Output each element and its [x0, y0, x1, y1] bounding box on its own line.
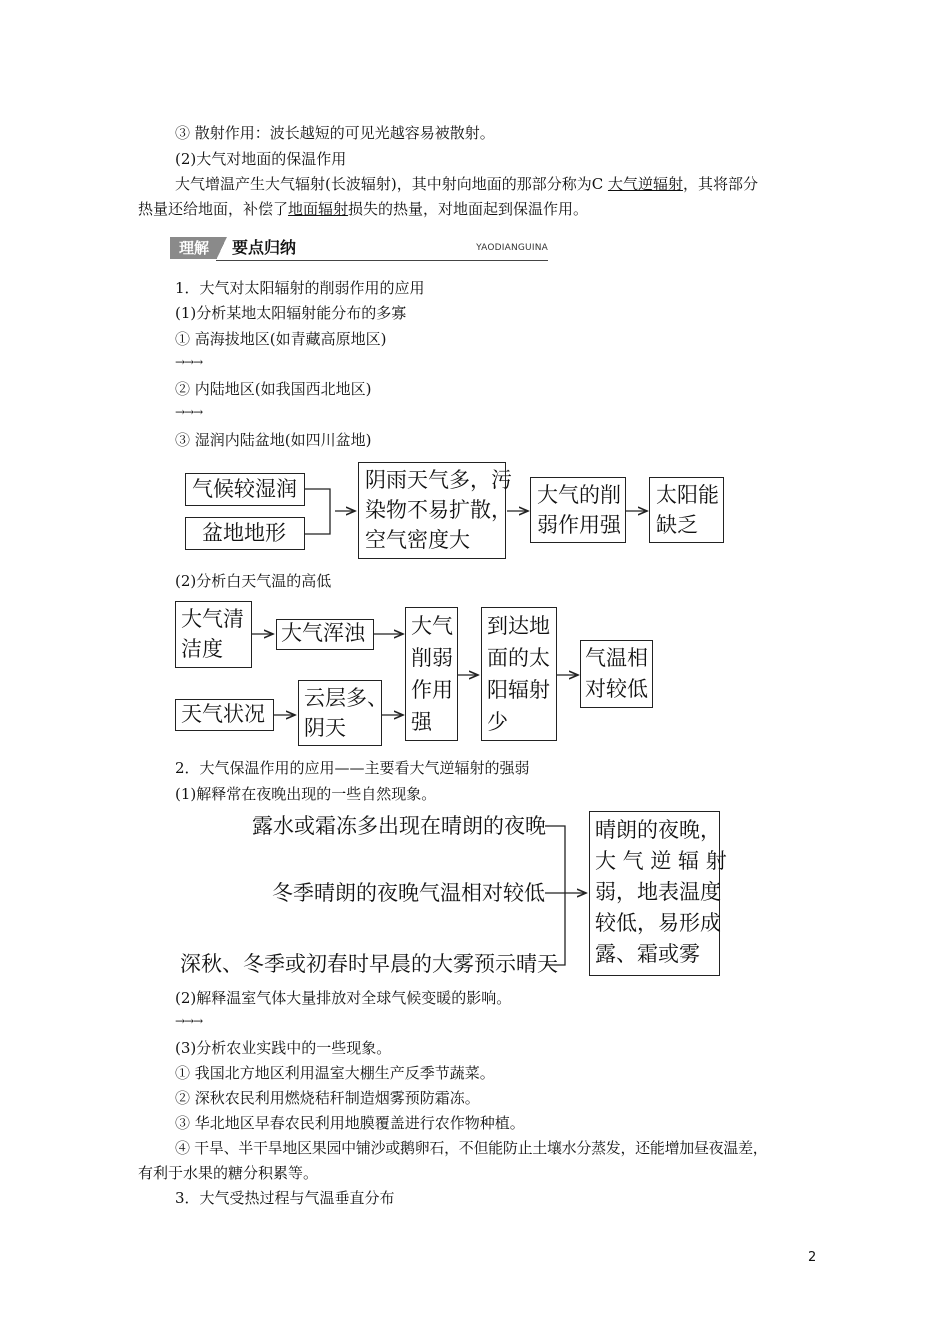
box-explanation: 晴朗的夜晚， 大 气 逆 辐 射 弱，地表温度 较低，易形成 露、霜或雾 [589, 811, 720, 976]
s2-point4-line2: 有利于水果的糖分积累等。 [138, 1164, 319, 1182]
s1-sub1: (1)分析某地太阳辐射能分布的多寡 [175, 304, 407, 322]
insulation-para-line1: 大气增温产生大气辐射(长波辐射)，其中射向地面的那部分称为C 大气逆辐射，其将部分 [175, 175, 758, 193]
s2-arrows: →→→ [175, 1014, 203, 1028]
s2-heading: 2．大气保温作用的应用——主要看大气逆辐射的强弱 [175, 759, 530, 777]
section-pinyin: YAODIANGUINA [476, 243, 548, 253]
s1-arrows-2: →→→ [175, 405, 203, 419]
s1-sub2: (2)分析白天气温的高低 [175, 572, 332, 590]
box-solar-lacking: 太阳能 缺乏 [649, 477, 724, 543]
counter-radiation-term: 大气逆辐射 [607, 175, 683, 193]
s2-point4-line1: ④ 干旱、半干旱地区果园中铺沙或鹅卵石，不但能防止土壤水分蒸发，还能增加昼夜温差， [175, 1139, 768, 1157]
s1-item1: ① 高海拔地区(如青藏高原地区) [175, 330, 387, 348]
s2-point2: ② 深秋农民利用燃烧秸秆制造烟雾预防霜冻。 [175, 1089, 480, 1107]
page-number: 2 [808, 1250, 817, 1265]
box-weakening: 大气 削弱 作用 强 [405, 607, 458, 741]
scatter-text: ③ 散射作用：波长越短的可见光越容易被散射。 [175, 124, 495, 142]
box-terrain: 盆地地形 [185, 517, 305, 550]
section-tag: 理解 [170, 237, 218, 259]
box-air-turbid: 大气浑浊 [276, 619, 374, 650]
box-climate: 气候较湿润 [185, 473, 305, 506]
box-pollution: 阴雨天气多，污 染物不易扩散， 空气密度大 [358, 462, 506, 559]
s2-sub1: (1)解释常在夜晚出现的一些自然现象。 [175, 785, 437, 803]
box-cloudy: 云层多、 阴天 [298, 680, 382, 746]
box-air-clean: 大气清 洁度 [175, 601, 252, 668]
phenomenon-fog: 深秋、冬季或初春时早晨的大雾预示晴天 [180, 952, 558, 976]
s3-heading: 3．大气受热过程与气温垂直分布 [175, 1189, 395, 1207]
s2-point1: ① 我国北方地区利用温室大棚生产反季节蔬菜。 [175, 1064, 495, 1082]
box-strong-weakening: 大气的削 弱作用强 [530, 477, 626, 543]
s1-heading: 1．大气对太阳辐射的削弱作用的应用 [175, 279, 425, 297]
s1-item2: ② 内陆地区(如我国西北地区) [175, 380, 372, 398]
insulation-para-line2: 热量还给地面，补偿了地面辐射损失的热量，对地面起到保温作用。 [138, 200, 589, 218]
s1-item3: ③ 湿润内陆盆地(如四川盆地) [175, 431, 372, 449]
phenomenon-winter-cold: 冬季晴朗的夜晚气温相对较低 [272, 881, 545, 905]
s1-arrows-1: →→→ [175, 355, 203, 369]
section-title: 要点归纳 [232, 238, 297, 257]
s2-sub3: (3)分析农业实践中的一些现象。 [175, 1039, 392, 1057]
box-reaching-radiation: 到达地 面的太 阳辐射 少 [481, 607, 557, 741]
s2-sub2: (2)解释温室气体大量排放对全球气候变暖的影响。 [175, 989, 512, 1007]
box-temp-low: 气温相 对较低 [580, 640, 653, 708]
phenomenon-dew-frost: 露水或霜冻多出现在晴朗的夜晚 [252, 814, 546, 838]
box-weather: 天气状况 [175, 699, 274, 731]
ground-radiation-term: 地面辐射 [288, 200, 349, 218]
s2-point3: ③ 华北地区早春农民利用地膜覆盖进行农作物种植。 [175, 1114, 525, 1132]
insulation-heading: (2)大气对地面的保温作用 [175, 150, 347, 168]
